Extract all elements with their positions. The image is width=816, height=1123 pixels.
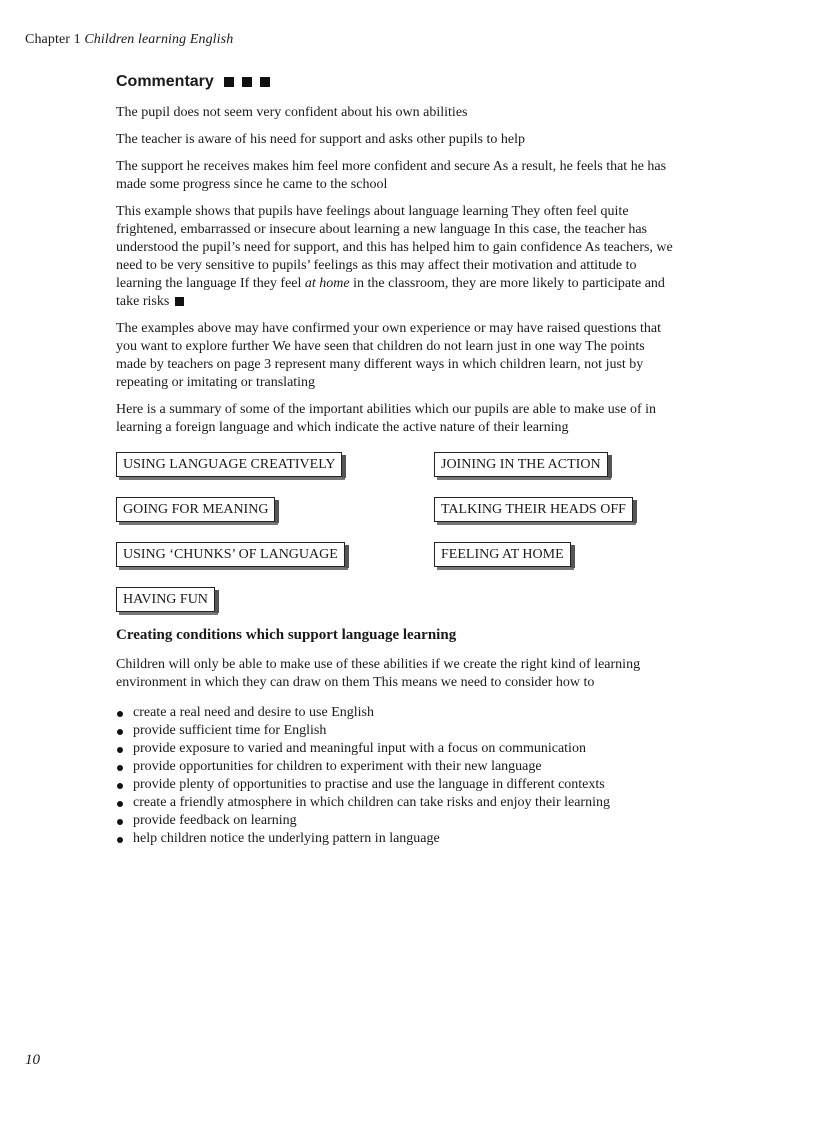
- square-bullet-icon: [242, 77, 252, 87]
- commentary-paragraph: The teacher is aware of his need for support and asks other pupils to help: [116, 132, 525, 147]
- list-item: create a real need and desire to use English: [116, 704, 676, 722]
- example-paragraph: [116, 203, 676, 311]
- ability-box: USING ‘CHUNKS’ OF LANGUAGE: [116, 542, 345, 567]
- chapter-label: Chapter 1: [25, 32, 81, 47]
- abilities-boxes: [116, 452, 676, 626]
- page-content: [116, 73, 676, 848]
- running-head: [25, 32, 233, 48]
- ability-box: GOING FOR MEANING: [116, 497, 275, 522]
- commentary-paragraph: The support he receives makes him feel more confident and secure As a result, he feels that he has made some progress since he came to the school: [116, 159, 667, 192]
- examples-paragraph: The examples above may have confirmed your own experience or may have raised questions that you want to explore further We have seen that children do not learn just in one way The points made by teachers on page 3 represent many different ways in which children learn, not just by repeating or imitating or translating: [116, 321, 662, 390]
- list-item: provide feedback on learning: [116, 812, 676, 830]
- conditions-heading: Creating conditions which support language learning: [116, 627, 457, 643]
- example-text: This example shows that pupils have feelings about language learning They often feel quite frightened, embarrassed or insecure about learning a new language In this case, the teacher has understood the pupil’s need for support, and this has helped him to gain confidence As teachers, we need to be very sensitive to pupils’ feelings as this may affect their motivation and attitude to learning the language If they feel: [116, 204, 673, 291]
- ability-box: TALKING THEIR HEADS OFF: [434, 497, 633, 522]
- summary-paragraph: Here is a summary of some of the important abilities which our pupils are able to make use of in learning a foreign language and which indicate the active nature of their learning: [116, 402, 657, 435]
- ability-box: FEELING AT HOME: [434, 542, 571, 567]
- ability-box: USING LANGUAGE CREATIVELY: [116, 452, 342, 477]
- list-item: create a friendly atmosphere in which children can take risks and enjoy their learning: [116, 794, 676, 812]
- conditions-intro: Children will only be able to make use of these abilities if we create the right kind of learning environment in which they can draw on them This means we need to consider how to: [116, 657, 641, 690]
- commentary-paragraph: The pupil does not seem very confident about his own abilities: [116, 105, 468, 120]
- list-item: provide opportunities for children to experiment with their new language: [116, 758, 676, 776]
- commentary-heading: [116, 73, 676, 91]
- square-bullet-icon: [260, 77, 270, 87]
- list-item: help children notice the underlying pattern in language: [116, 830, 676, 848]
- end-square-icon: [175, 297, 184, 306]
- chapter-title: Children learning English: [84, 32, 234, 47]
- page-number: 10: [25, 1052, 40, 1068]
- list-item: provide exposure to varied and meaningful input with a focus on communication: [116, 740, 676, 758]
- example-emphasis: at home: [304, 276, 350, 291]
- ability-box: HAVING FUN: [116, 587, 215, 612]
- list-item: provide sufficient time for English: [116, 722, 676, 740]
- ability-box: JOINING IN THE ACTION: [434, 452, 608, 477]
- conditions-list: [116, 704, 676, 848]
- square-bullet-icon: [224, 77, 234, 87]
- list-item: provide plenty of opportunities to practise and use the language in different contexts: [116, 776, 676, 794]
- example-text-end: in the classroom, they are more likely to participate and take risks: [116, 276, 665, 309]
- commentary-heading-text: Commentary: [116, 73, 214, 90]
